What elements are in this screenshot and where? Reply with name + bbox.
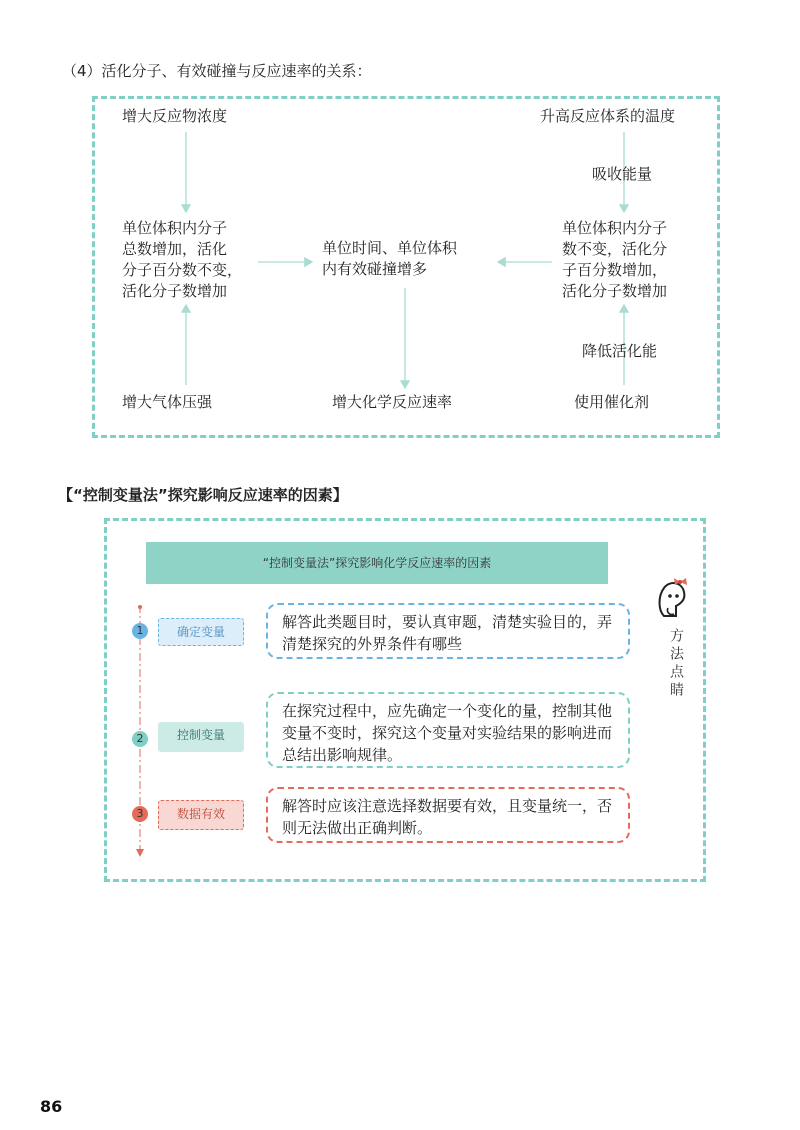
page-number: 86 (40, 1097, 63, 1116)
step-1-label: 确定变量 (158, 618, 244, 646)
mascot-thinking-icon (654, 576, 694, 622)
node-mid-left: 单位体积内分子 总数增加，活化 分子百分数不变， 活化分子数增加 (122, 219, 243, 300)
node-effective-collisions: 单位时间、单位体积 内有效碰撞增多 (322, 239, 458, 278)
node-increase-concentration: 增大反应物浓度 (122, 107, 228, 125)
node-lower-activation-energy: 降低活化能 (582, 342, 658, 360)
node-mid-right: 单位体积内分子 数不变，活化分 子百分数增加， 活化分子数增加 (562, 219, 668, 300)
node-increase-pressure: 增大气体压强 (122, 393, 213, 411)
step-3-description: 解答时应该注意选择数据要有效，且变量统一，否则无法做出正确判断。 (266, 787, 630, 843)
diagram-arrows (0, 0, 800, 460)
step-3-label: 数据有效 (158, 800, 244, 830)
step-3-number: 3 (132, 806, 148, 822)
step-2-label: 控制变量 (158, 722, 244, 752)
node-increase-rate: 增大化学反应速率 (332, 393, 453, 411)
section-1-heading: （4）活化分子、有效碰撞与反应速率的关系： (62, 62, 372, 80)
section-2-heading: 【“控制变量法”探究影响反应速率的因素】 (58, 486, 348, 504)
step-2-description: 在探究过程中，应先确定一个变化的量，控制其他变量不变时，探究这个变量对实验结果的影响进而总结出影响规律。 (266, 692, 630, 768)
node-use-catalyst: 使用催化剂 (574, 393, 650, 411)
step-2-number: 2 (132, 731, 148, 747)
node-absorb-energy: 吸收能量 (592, 165, 653, 183)
node-raise-temperature: 升高反应体系的温度 (540, 107, 676, 125)
method-header-bar: “控制变量法”探究影响化学反应速率的因素 (146, 542, 608, 584)
step-1-description: 解答此类题目时，要认真审题，清楚实验目的，弄清楚探究的外界条件有哪些 (266, 603, 630, 659)
step-1-number: 1 (132, 623, 148, 639)
method-tip-label: 方法点睛 (668, 628, 684, 700)
